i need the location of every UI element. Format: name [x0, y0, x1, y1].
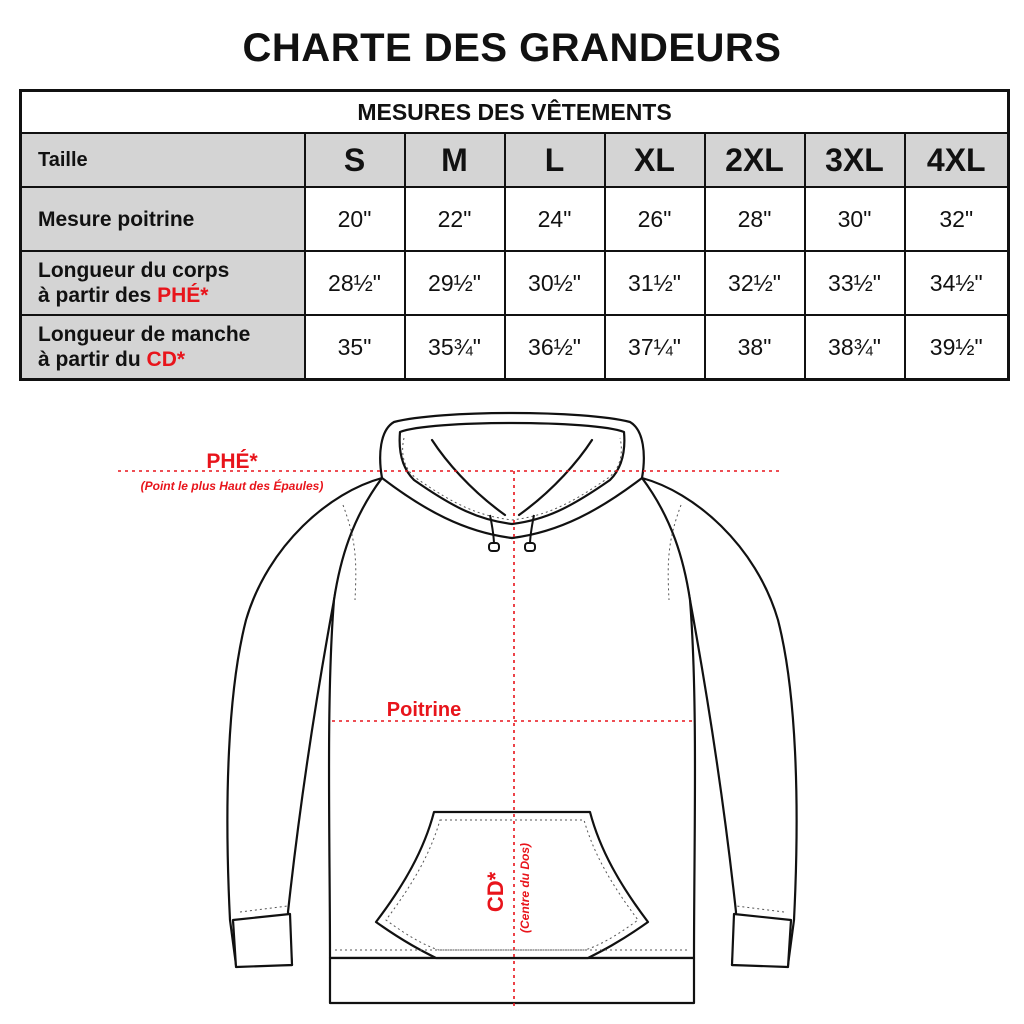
cd-sublabel: (Centre du Dos) [518, 843, 532, 933]
size-header-l: L [505, 133, 605, 187]
size-header-xl: XL [605, 133, 705, 187]
table-cell: 31½" [605, 251, 705, 315]
row-label [21, 187, 305, 251]
row-label-line2: à partir du [38, 348, 147, 371]
phe-label: PHÉ* [206, 450, 258, 473]
table-cell: 36½" [505, 315, 605, 380]
row-label [21, 251, 305, 315]
table-cell: 28" [705, 187, 805, 251]
row-label-line1: Longueur de manche [38, 323, 251, 346]
size-header-3xl: 3XL [805, 133, 905, 187]
table-cell: 29½" [405, 251, 505, 315]
phe-sublabel: (Point le plus Haut des Épaules) [140, 479, 324, 493]
size-chart-table [19, 89, 1010, 381]
table-cell: 20" [305, 187, 405, 251]
size-header-4xl: 4XL [905, 133, 1009, 187]
size-header-label: Taille [21, 133, 305, 187]
table-row-chest [21, 187, 1009, 251]
size-header-s: S [305, 133, 405, 187]
table-cell: 37¼" [605, 315, 705, 380]
table-cell: 35¾" [405, 315, 505, 380]
table-caption-row [21, 91, 1009, 134]
table-cell: 34½" [905, 251, 1009, 315]
table-row-sleeve-length [21, 315, 1009, 380]
table-cell: 39½" [905, 315, 1009, 380]
row-label [21, 315, 305, 380]
row-label-line1: Mesure poitrine [38, 207, 195, 231]
hoodie-diagram [0, 390, 1024, 1024]
table-cell: 32½" [705, 251, 805, 315]
table-cell: 38" [705, 315, 805, 380]
size-header-row [21, 133, 1009, 187]
table-cell: 28½" [305, 251, 405, 315]
size-header-2xl: 2XL [705, 133, 805, 187]
left-cuff [233, 914, 292, 967]
right-cuff [732, 914, 791, 967]
table-cell: 22" [405, 187, 505, 251]
table-row-body-length [21, 251, 1009, 315]
cd-label: CD* [483, 871, 508, 913]
table-cell: 38¾" [805, 315, 905, 380]
table-cell: 30½" [505, 251, 605, 315]
table-cell: 30" [805, 187, 905, 251]
table-cell: 32" [905, 187, 1009, 251]
chest-label: Poitrine [386, 699, 462, 721]
table-cell: 35" [305, 315, 405, 380]
row-label-line1: Longueur du corps [38, 259, 230, 282]
table-cell: 26" [605, 187, 705, 251]
table-cell: 33½" [805, 251, 905, 315]
size-header-m: M [405, 133, 505, 187]
row-label-highlight: CD* [146, 348, 186, 371]
table-cell: 24" [505, 187, 605, 251]
table-caption: MESURES DES VÊTEMENTS [21, 91, 1009, 134]
row-label-highlight: PHÉ* [157, 284, 209, 307]
waistband [330, 958, 694, 1003]
row-label-line2: à partir des [38, 284, 158, 307]
page-title: CHARTE DES GRANDEURS [242, 26, 782, 70]
